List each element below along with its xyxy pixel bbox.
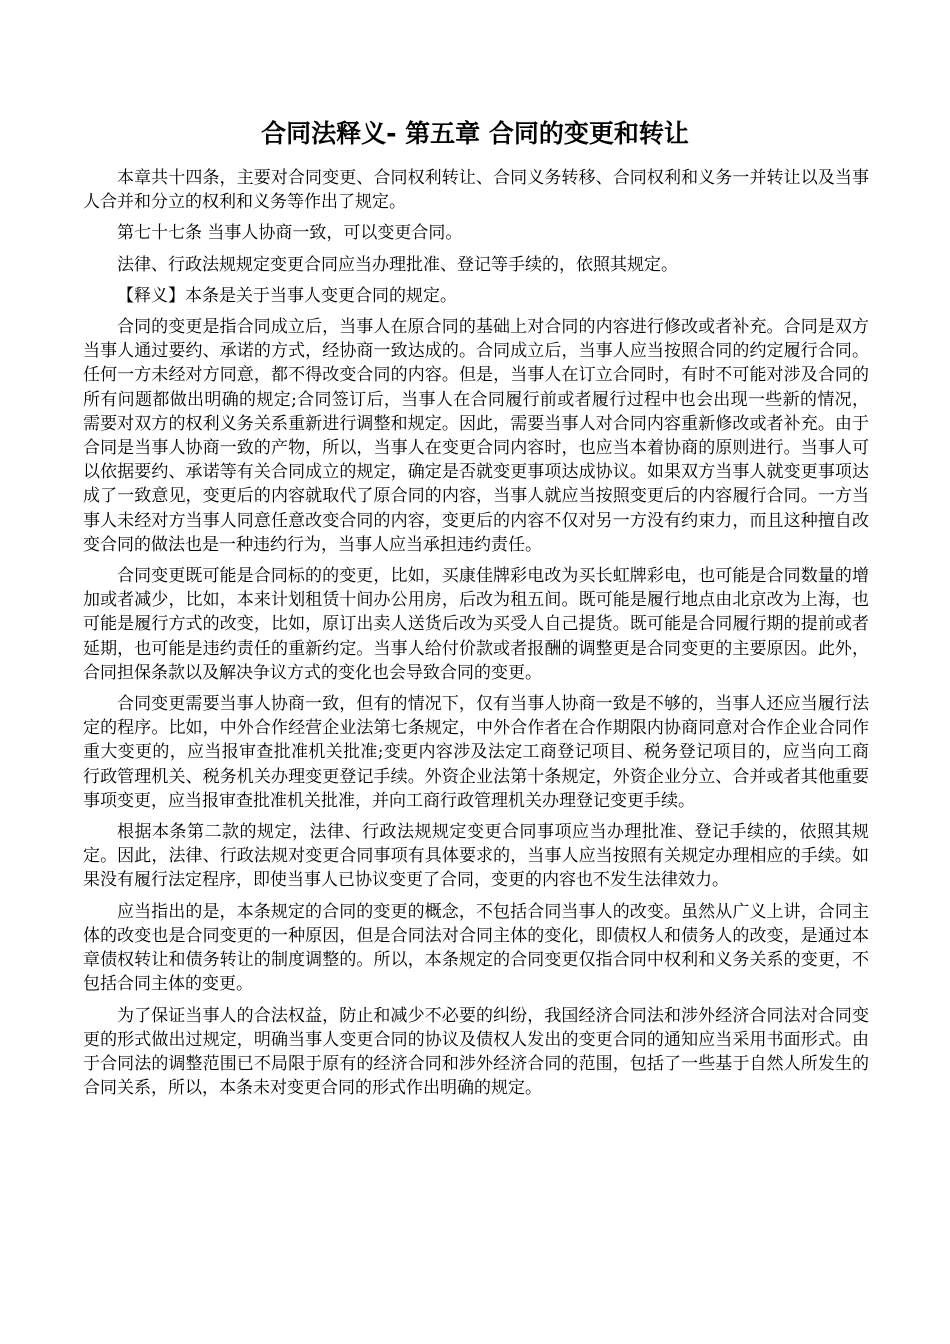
paragraph: 为了保证当事人的合法权益，防止和减少不必要的纠纷，我国经济合同法和涉外经济合同法对合同变更的形式做出过规定，明确当事人变更合同的协议及债权人发出的变更合同的通知应当采用书面形式。由于合同法的调整范围已不局限于原有的经济合同和涉外经济合同的范围，包括了一些基于自然人所发生的合同关系，所以，本条未对变更合同的形式作出明确的规定。	[83, 1005, 869, 1099]
paragraph: 【释义】本条是关于当事人变更合同的规定。	[117, 285, 457, 306]
paragraph: 第七十七条 当事人协商一致，可以变更合同。	[117, 223, 463, 244]
paragraph: 应当指出的是，本条规定的合同的变更的概念，不包括合同当事人的改变。虽然从广义上讲，合同主体的改变也是合同变更的一种原因，但是合同法对合同主体的变化，即债权人和债务人的改变，是通过本章债权转让和债务转让的制度调整的。所以，本条规定的合同变更仅指合同中权利和义务关系的变更，不包括合同主体的变更。	[83, 901, 869, 995]
paragraph: 法律、行政法规规定变更合同应当办理批准、登记等手续的，依照其规定。	[117, 254, 678, 275]
paragraph: 本章共十四条，主要对合同变更、合同权利转让、合同义务转移、合同权利和义务一并转让以及当事人合并和分立的权利和义务等作出了规定。	[83, 168, 869, 213]
document-body	[83, 166, 869, 1107]
paragraph: 合同变更既可能是合同标的的变更，比如，买康佳牌彩电改为买长虹牌彩电，也可能是合同数量的增加或者减少，比如，本来计划租赁十间办公用房，后改为租五间。既可能是履行地点由北京改为上海，也可能是履行方式的改变，比如，原订出卖人送货后改为买受人自己提货。既可能是合同履行期的提前或者延期，也可能是违约责任的重新约定。当事人给付价款或者报酬的调整更是合同变更的主要原因。此外，合同担保条款以及解决争议方式的变化也会导致合同的变更。	[83, 566, 869, 683]
paragraph: 根据本条第二款的规定，法律、行政法规规定变更合同事项应当办理批准、登记手续的，依照其规定。因此，法律、行政法规对变更合同事项有具体要求的，当事人应当按照有关规定办理相应的手续。如果没有履行法定程序，即使当事人已协议变更了合同，变更的内容也不发生法律效力。	[83, 822, 869, 891]
page-title: 合同法释义- 第五章 合同的变更和转让	[261, 119, 689, 148]
paragraph: 合同变更需要当事人协商一致，但有的情况下，仅有当事人协商一致是不够的，当事人还应当履行法定的程序。比如，中外合作经营企业法第七条规定，中外合作者在合作期限内协商同意对合作企业合同作重大变更的，应当报审查批准机关批准;变更内容涉及法定工商登记项目、税务登记项目的，应当向工商行政管理机关、税务机关办理变更登记手续。外资企业法第十条规定，外资企业分立、合并或者其他重要事项变更，应当报审查批准机关批准，并向工商行政管理机关办理登记变更手续。	[83, 694, 869, 811]
paragraph: 合同的变更是指合同成立后，当事人在原合同的基础上对合同的内容进行修改或者补充。合同是双方当事人通过要约、承诺的方式，经协商一致达成的。合同成立后，当事人应当按照合同的约定履行合同。任何一方未经对方同意，都不得改变合同的内容。但是，当事人在订立合同时，有时不可能对涉及合同的所有问题都做出明确的规定;合同签订后，当事人在合同履行前或者履行过程中也会出现一些新的情况，需要对双方的权利义务关系重新进行调整和规定。因此，需要当事人对合同内容重新修改或者补充。由于合同是当事人协商一致的产物，所以，当事人在变更合同内容时，也应当本着协商的原则进行。当事人可以依据要约、承诺等有关合同成立的规定，确定是否就变更事项达成协议。如果双方当事人就变更事项达成了一致意见，变更后的内容就取代了原合同的内容，当事人就应当按照变更后的内容履行合同。一方当事人未经对方当事人同意任意改变合同的内容，变更后的内容不仅对另一方没有约束力，而且这种擅自改变合同的做法也是一种违约行为，当事人应当承担违约责任。	[83, 317, 869, 555]
